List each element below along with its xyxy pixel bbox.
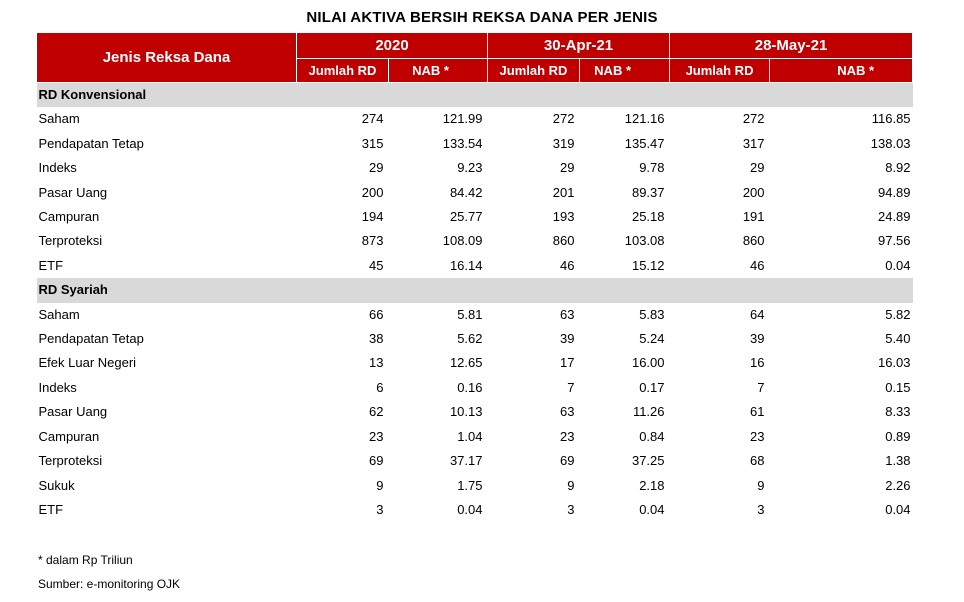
nab-cell: 97.56	[877, 233, 911, 249]
section-row	[37, 83, 913, 108]
jumlah-rd-cell: 317	[742, 135, 765, 151]
nab-cell: 37.17	[449, 453, 483, 469]
nab-cell: 9.78	[639, 160, 665, 176]
nab-cell: 16.00	[631, 355, 665, 371]
section-row	[37, 278, 913, 302]
nab-cell: 5.83	[639, 306, 665, 322]
jumlah-rd-cell: 6	[376, 379, 384, 395]
jumlah-rd-cell: 9	[376, 477, 384, 493]
jumlah-rd-cell: 39	[560, 331, 575, 347]
row-label-header: Jenis Reksa Dana	[37, 33, 297, 83]
nab-cell: 0.16	[457, 379, 483, 395]
jumlah-rd-cell: 69	[369, 453, 384, 469]
period-header-may21: 28-May-21	[670, 33, 913, 59]
jumlah-rd-cell: 29	[750, 160, 765, 176]
jumlah-rd-cell: 860	[552, 233, 575, 249]
jumlah-rd-cell: 193	[552, 209, 575, 225]
fund-type-name: Efek Luar Negeri	[38, 355, 137, 371]
jumlah-rd-cell: 7	[567, 379, 575, 395]
jumlah-rd-cell: 191	[742, 209, 765, 225]
jumlah-rd-cell: 319	[552, 135, 575, 151]
nab-cell: 5.40	[885, 331, 911, 347]
jumlah-rd-cell: 860	[742, 233, 765, 249]
jumlah-rd-cell: 200	[361, 184, 384, 200]
jumlah-rd-cell: 201	[552, 184, 575, 200]
nab-cell: 5.62	[457, 331, 483, 347]
jumlah-rd-cell: 3	[757, 501, 765, 517]
sub-header-nab: NAB *	[770, 59, 913, 83]
jumlah-rd-cell: 46	[560, 257, 575, 273]
jumlah-rd-cell: 17	[560, 355, 575, 371]
table-row	[37, 205, 913, 229]
nab-cell: 103.08	[624, 233, 665, 249]
nab-cell: 1.04	[457, 428, 483, 444]
section-label: RD Syariah	[37, 278, 913, 302]
source-note: Sumber: e-monitoring OJK	[38, 577, 181, 591]
nab-cell: 89.37	[631, 184, 665, 200]
jumlah-rd-cell: 9	[757, 477, 765, 493]
jumlah-rd-cell: 3	[567, 501, 575, 517]
table-row	[37, 254, 913, 278]
nab-cell: 0.04	[457, 501, 483, 517]
nab-cell: 0.17	[639, 379, 665, 395]
nab-table	[36, 33, 913, 522]
jumlah-rd-cell: 23	[750, 428, 765, 444]
jumlah-rd-cell: 64	[750, 306, 765, 322]
table-row	[37, 107, 913, 131]
table-row	[37, 327, 913, 351]
nab-cell: 1.75	[457, 477, 483, 493]
jumlah-rd-cell: 315	[361, 135, 384, 151]
jumlah-rd-cell: 873	[361, 233, 384, 249]
nab-cell: 16.14	[449, 257, 483, 273]
fund-type-name: Sukuk	[38, 477, 75, 493]
nab-cell: 37.25	[631, 453, 665, 469]
fund-type-name: ETF	[38, 501, 64, 517]
jumlah-rd-cell: 29	[560, 160, 575, 176]
fund-type-name: Indeks	[38, 379, 77, 395]
nab-cell: 5.24	[639, 331, 665, 347]
table-row	[37, 303, 913, 327]
nab-cell: 0.04	[885, 501, 911, 517]
nab-cell: 15.12	[631, 257, 665, 273]
table-row	[37, 376, 913, 400]
footnote: * dalam Rp Triliun	[38, 553, 133, 567]
nab-cell: 121.16	[624, 111, 665, 127]
table-row	[37, 498, 913, 522]
nab-cell: 2.26	[885, 477, 911, 493]
jumlah-rd-cell: 45	[369, 257, 384, 273]
section-label: RD Konvensional	[37, 83, 913, 108]
fund-type-name: Pasar Uang	[38, 184, 108, 200]
jumlah-rd-cell: 46	[750, 257, 765, 273]
period-header-apr21: 30-Apr-21	[488, 33, 670, 59]
jumlah-rd-cell: 39	[750, 331, 765, 347]
jumlah-rd-cell: 23	[560, 428, 575, 444]
nab-cell: 2.18	[639, 477, 665, 493]
sub-header-nab: NAB *	[389, 59, 488, 83]
nab-cell: 10.13	[449, 404, 483, 420]
table-row	[37, 425, 913, 449]
jumlah-rd-cell: 61	[750, 404, 765, 420]
jumlah-rd-cell: 194	[361, 209, 384, 225]
fund-type-name: Campuran	[38, 428, 100, 444]
nab-cell: 133.54	[442, 135, 483, 151]
sub-header-nab: NAB *	[580, 59, 670, 83]
jumlah-rd-cell: 38	[369, 331, 384, 347]
jumlah-rd-cell: 63	[560, 306, 575, 322]
fund-type-name: Saham	[38, 306, 80, 322]
nab-cell: 25.18	[631, 209, 665, 225]
nab-cell: 5.82	[885, 306, 911, 322]
nab-cell: 11.26	[632, 404, 665, 420]
nab-cell: 94.89	[877, 184, 911, 200]
jumlah-rd-cell: 272	[742, 111, 765, 127]
fund-type-name: Pendapatan Tetap	[38, 331, 144, 347]
fund-type-name: Pasar Uang	[38, 404, 108, 420]
table-row	[37, 132, 913, 156]
nab-cell: 0.84	[639, 428, 665, 444]
nab-cell: 121.99	[442, 111, 483, 127]
nab-cell: 1.38	[885, 453, 911, 469]
nab-cell: 8.33	[885, 404, 911, 420]
table-row	[37, 351, 913, 375]
nab-cell: 9.23	[457, 160, 483, 176]
nab-cell: 24.89	[877, 209, 911, 225]
nab-cell: 0.89	[885, 428, 911, 444]
nab-cell: 108.09	[442, 233, 483, 249]
jumlah-rd-cell: 69	[560, 453, 575, 469]
table-row	[37, 156, 913, 180]
jumlah-rd-cell: 7	[757, 379, 765, 395]
jumlah-rd-cell: 13	[369, 355, 384, 371]
fund-type-name: Campuran	[38, 209, 100, 225]
sub-header-jumlah: Jumlah RD	[488, 59, 580, 83]
nab-cell: 84.42	[449, 184, 483, 200]
jumlah-rd-cell: 62	[369, 404, 384, 420]
table-header	[37, 33, 913, 83]
table-row	[37, 229, 913, 253]
jumlah-rd-cell: 63	[560, 404, 575, 420]
sub-header-jumlah: Jumlah RD	[670, 59, 770, 83]
nab-cell: 116.85	[871, 111, 911, 127]
nab-cell: 25.77	[449, 209, 483, 225]
nab-cell: 0.04	[885, 257, 911, 273]
nab-cell: 8.92	[885, 160, 911, 176]
jumlah-rd-cell: 23	[369, 428, 384, 444]
jumlah-rd-cell: 68	[750, 453, 765, 469]
nab-cell: 5.81	[457, 306, 483, 322]
jumlah-rd-cell: 29	[369, 160, 384, 176]
table-row	[37, 400, 913, 424]
nab-cell: 12.65	[449, 355, 483, 371]
table-row	[37, 181, 913, 205]
jumlah-rd-cell: 9	[567, 477, 575, 493]
jumlah-rd-cell: 66	[369, 306, 384, 322]
jumlah-rd-cell: 200	[742, 184, 765, 200]
table-row	[37, 474, 913, 498]
nab-cell: 135.47	[624, 135, 665, 151]
jumlah-rd-cell: 272	[552, 111, 575, 127]
nab-cell: 0.04	[639, 501, 665, 517]
fund-type-name: Saham	[38, 111, 80, 127]
table-body	[37, 83, 913, 523]
fund-type-name: Pendapatan Tetap	[38, 135, 144, 151]
jumlah-rd-cell: 274	[361, 111, 384, 127]
fund-type-name: ETF	[38, 257, 64, 273]
jumlah-rd-cell: 16	[750, 355, 765, 371]
page-title: NILAI AKTIVA BERSIH REKSA DANA PER JENIS	[306, 9, 658, 26]
fund-type-name: Terproteksi	[38, 453, 103, 469]
sub-header-jumlah: Jumlah RD	[297, 59, 389, 83]
period-header-2020: 2020	[297, 33, 488, 59]
nab-cell: 0.15	[885, 379, 911, 395]
fund-type-name: Indeks	[38, 160, 77, 176]
nab-cell: 138.03	[870, 135, 911, 151]
table-row	[37, 449, 913, 473]
jumlah-rd-cell: 3	[376, 501, 384, 517]
fund-type-name: Terproteksi	[38, 233, 103, 249]
nab-cell: 16.03	[877, 355, 911, 371]
